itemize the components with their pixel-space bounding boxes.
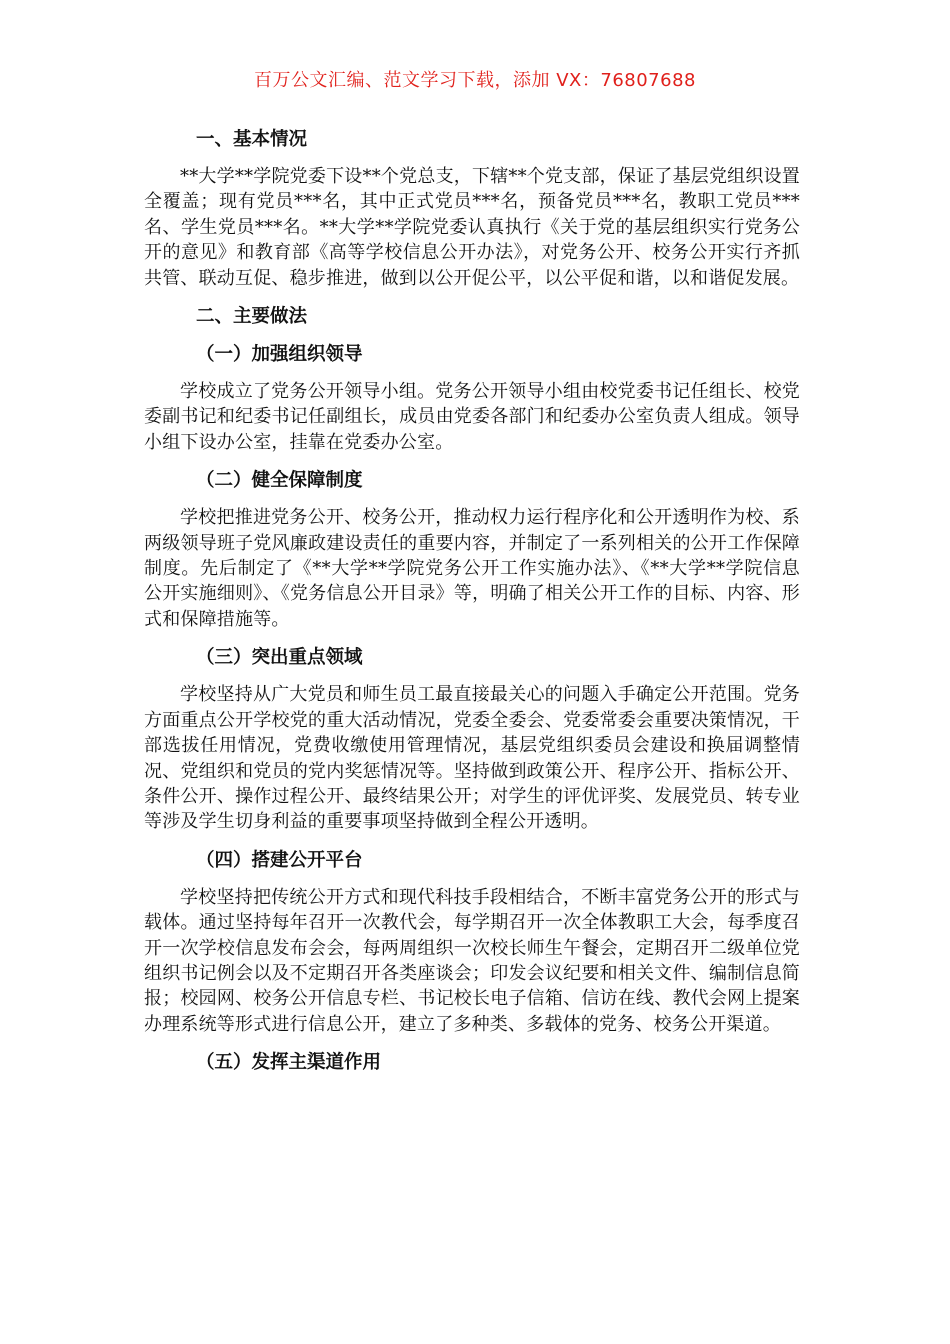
paragraph-system: 学校把推进党务公开、校务公开，推动权力运行程序化和公开透明作为校、系两级领导班子党风廉政建设责任的重要内容，并制定了一系列相关的公开工作保障制度。先后制定了《**大学**学院党务公开工作实施办法》、《**大学**学院信息公开实施细则》、《党务信息公开目录》等，明确了相关公开工作的目标、内容、形式和保障措施等。: [144, 507, 800, 630]
paragraph-basic: **大学**学院党委下设**个党总支，下辖**个党支部，保证了基层党组织设置全覆盖；现有党员***名，其中正式党员***名，预备党员***名，教职工党员***名、学生党员***名。**大学**学院党委认真执行《关于党的基层组织实行党务公开的意见》和教育部《高等学校信息公开办法》，对党务公开、校务公开实行齐抓共管、联动互促、稳步推进，做到以公开促公平，以公平促和谐，以和谐促发展。: [144, 166, 800, 289]
subheading-key-areas: （三）突出重点领域: [196, 647, 363, 669]
paragraph-platform: 学校坚持把传统公开方式和现代科技手段相结合，不断丰富党务公开的形式与载体。通过坚持每年召开一次教代会，每学期召开一次全体教职工大会，每季度召开一次学校信息发布会会，每两周组织一次校长师生午餐会，定期召开二级单位党组织书记例会以及不定期召开各类座谈会；印发会议纪要和相关文件、编制信息简报；校园网、校务公开信息专栏、书记校长电子信箱、信访在线、教代会网上提案办理系统等形式进行信息公开，建立了多种类、多载体的党务、校务公开渠道。: [144, 886, 800, 1035]
subheading-main-channel: （五）发挥主渠道作用: [196, 1052, 382, 1074]
subheading-system: （二）健全保障制度: [196, 470, 363, 492]
download-banner: 百万公文汇编、范文学习下载，添加 VX：76807688: [254, 70, 696, 91]
subheading-platform: （四）搭建公开平台: [196, 849, 363, 871]
paragraph-key-areas: 学校坚持从广大党员和师生员工最直接最关心的问题入手确定公开范围。党务方面重点公开学校党的重大活动情况，党委全委会、党委常委会重要决策情况，干部选拔任用情况，党费收缴使用管理情况，基层党组织委员会建设和换届调整情况、党组织和党员的党内奖惩情况等。坚持做到政策公开、程序公开、指标公开、条件公开、操作过程公开、最终结果公开；对学生的评优评奖、发展党员、转专业等涉及学生切身利益的重要事项坚持做到全程公开透明。: [144, 684, 800, 833]
section-heading-methods: 二、主要做法: [196, 306, 308, 328]
paragraph-organization: 学校成立了党务公开领导小组。党务公开领导小组由校党委书记任组长、校党委副书记和纪委书记任副组长，成员由党委各部门和纪委办公室负责人组成。领导小组下设办公室，挂靠在党委办公室。: [144, 381, 800, 453]
subheading-organization: （一）加强组织领导: [196, 344, 363, 366]
document-body: [144, 126, 800, 1077]
section-heading-basic: 一、基本情况: [196, 129, 308, 150]
